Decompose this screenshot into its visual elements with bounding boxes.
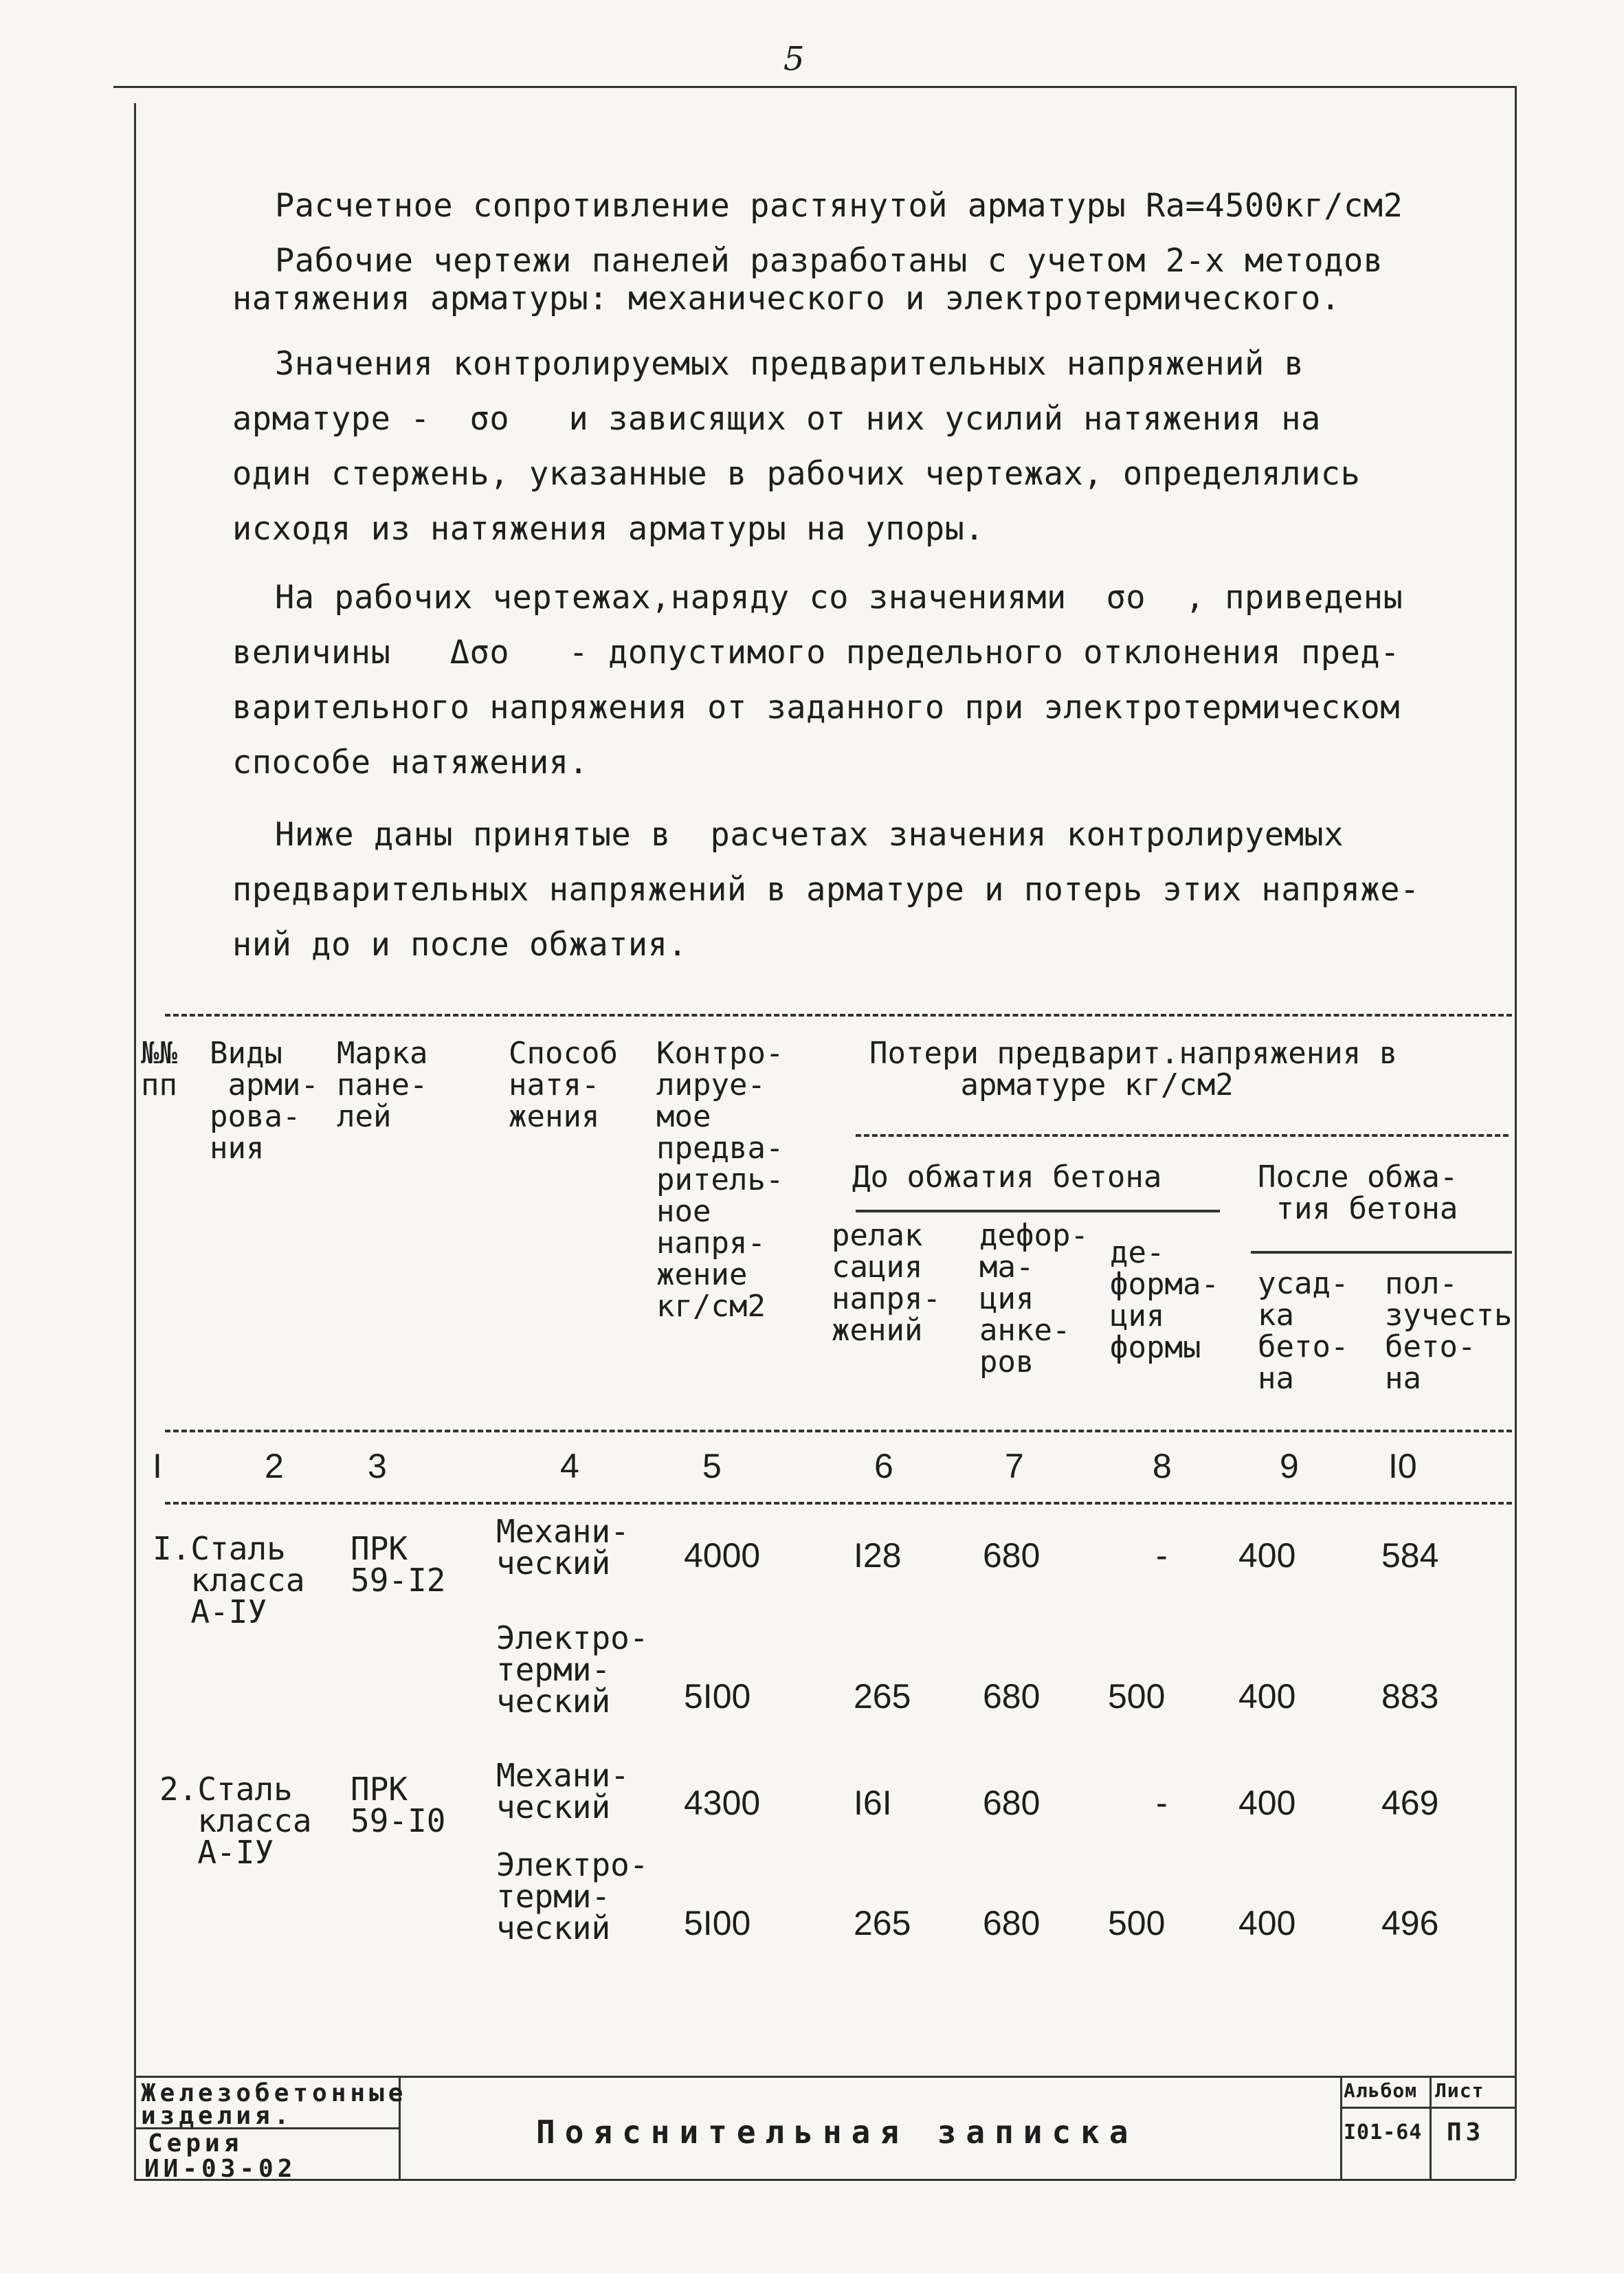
paragraph-line: натяжения арматуры: механического и электротермического. bbox=[232, 280, 1341, 318]
column-number: I0 bbox=[1388, 1447, 1417, 1485]
title-block-divider bbox=[1340, 2076, 1342, 2179]
header-control-stress: Контро- лируе- мое предва- ритель- ное напря- жение кг/см2 bbox=[656, 1036, 784, 1324]
title-block-line1: Железобетонные bbox=[141, 2079, 408, 2107]
paragraph-line: способе натяжения. bbox=[232, 744, 589, 781]
paragraph-line: предварительных напряжений в арматуре и потерь этих напряже- bbox=[232, 871, 1420, 909]
header-form-deformation: де- форма- ция формы bbox=[1110, 1235, 1219, 1365]
row-form-deformation: - bbox=[1156, 1784, 1168, 1822]
row-creep: 584 bbox=[1381, 1536, 1439, 1575]
title-block-line3: Серия bbox=[148, 2129, 243, 2158]
frame-bottom-border bbox=[134, 2179, 1515, 2181]
group-panel-mark: ПРК 59-I2 bbox=[351, 1530, 446, 1599]
album-value: I01-64 bbox=[1344, 2120, 1423, 2144]
title-block-line4: ИИ-03-02 bbox=[144, 2155, 297, 2183]
paragraph-line: исходя из натяжения арматуры на упоры. bbox=[232, 510, 985, 548]
column-number: 6 bbox=[874, 1447, 893, 1485]
header-losses-group: Потери предварит.напряжения в арматуре кг/см2 bbox=[869, 1036, 1398, 1102]
row-control-stress: 4300 bbox=[684, 1784, 761, 1822]
header-relaxation: релак сация напря- жений bbox=[832, 1218, 941, 1348]
paragraph-line: Расчетное сопротивление растянутой арматуры Rа=4500кг/см2 bbox=[275, 187, 1403, 225]
column-number: 4 bbox=[560, 1447, 579, 1485]
row-anchor-deformation: 680 bbox=[983, 1677, 1041, 1716]
column-number: 5 bbox=[702, 1447, 722, 1485]
row-relaxation: I6I bbox=[854, 1784, 892, 1822]
column-numbers-rule bbox=[165, 1502, 1512, 1505]
paragraph-line: варительного напряжения от заданного при электротермическом bbox=[232, 689, 1400, 727]
paragraph-line: арматуре - σо и зависящих от них усилий натяжения на bbox=[232, 400, 1321, 438]
row-form-deformation: - bbox=[1156, 1536, 1168, 1575]
paragraph-line: Значения контролируемых предварительных напряжений в bbox=[275, 345, 1304, 383]
row-anchor-deformation: 680 bbox=[983, 1904, 1041, 1942]
frame-left-border bbox=[134, 103, 136, 2179]
row-control-stress: 5I00 bbox=[684, 1904, 751, 1942]
title-block-line2: изделия. bbox=[141, 2102, 293, 2130]
column-number: 3 bbox=[368, 1447, 387, 1485]
row-creep: 469 bbox=[1381, 1784, 1439, 1822]
row-shrinkage: 400 bbox=[1238, 1904, 1296, 1942]
header-anchor-deformation: дефор- ма- ция анке- ров bbox=[979, 1218, 1089, 1379]
column-number: 2 bbox=[265, 1447, 284, 1485]
row-form-deformation: 500 bbox=[1108, 1677, 1166, 1716]
header-number: №№ пп bbox=[141, 1036, 177, 1102]
after-group-rule bbox=[1251, 1251, 1512, 1254]
row-method: Электро- терми- ческий bbox=[496, 1619, 649, 1720]
paragraph-line: ний до и после обжатия. bbox=[232, 926, 688, 964]
row-control-stress: 4000 bbox=[684, 1536, 761, 1575]
header-reinforcement-kind: Виды арми- рова- ния bbox=[210, 1036, 319, 1166]
title-block-label-rule bbox=[1340, 2107, 1515, 2109]
column-number: I bbox=[153, 1447, 162, 1485]
group-reinforcement-kind: I.Сталь класса А-IУ bbox=[153, 1530, 305, 1630]
row-control-stress: 5I00 bbox=[684, 1677, 751, 1716]
row-shrinkage: 400 bbox=[1238, 1677, 1296, 1716]
group-reinforcement-kind: 2.Сталь класса А-IУ bbox=[159, 1771, 312, 1871]
row-relaxation: 265 bbox=[854, 1677, 911, 1716]
frame-top-border bbox=[113, 86, 1515, 88]
paragraph-line: Ниже даны принятые в расчетах значения контролируемых bbox=[275, 816, 1344, 854]
header-creep: пол- зучесть бето- на bbox=[1385, 1266, 1513, 1396]
column-number: 8 bbox=[1153, 1447, 1172, 1485]
row-method: Электро- терми- ческий bbox=[496, 1846, 649, 1947]
row-relaxation: 265 bbox=[854, 1904, 911, 1942]
title-block-top-rule bbox=[134, 2076, 1515, 2078]
album-label: Альбом bbox=[1344, 2079, 1418, 2102]
title-block-divider bbox=[1430, 2076, 1432, 2179]
before-group-rule bbox=[856, 1210, 1220, 1212]
losses-group-rule bbox=[856, 1134, 1509, 1137]
group-panel-mark: ПРК 59-I0 bbox=[351, 1771, 446, 1839]
table-top-rule bbox=[165, 1014, 1512, 1017]
paragraph-line: один стержень, указанные в рабочих чертежах, определялись bbox=[232, 455, 1361, 493]
page-number: 5 bbox=[783, 40, 805, 78]
row-shrinkage: 400 bbox=[1238, 1536, 1296, 1575]
row-creep: 883 bbox=[1381, 1677, 1439, 1716]
row-creep: 496 bbox=[1381, 1904, 1439, 1942]
header-bottom-rule bbox=[165, 1430, 1512, 1432]
header-before-compression: До обжатия бетона bbox=[852, 1160, 1162, 1195]
document-title: Пояснительная записка bbox=[536, 2114, 1138, 2151]
paragraph-line: На рабочих чертежах,наряду со значениями σо , приведены bbox=[275, 579, 1403, 617]
row-anchor-deformation: 680 bbox=[983, 1784, 1041, 1822]
sheet-label: Лист bbox=[1435, 2079, 1484, 2102]
header-tension-method: Способ натя- жения bbox=[509, 1036, 618, 1134]
header-panel-mark: Марка пане- лей bbox=[337, 1036, 428, 1134]
paragraph-line: Рабочие чертежи панелей разработаны с учетом 2-х методов bbox=[275, 242, 1383, 280]
column-number: 9 bbox=[1280, 1447, 1299, 1485]
header-shrinkage: усад- ка бето- на bbox=[1258, 1266, 1349, 1396]
row-method: Механи- ческий bbox=[496, 1757, 630, 1826]
column-number: 7 bbox=[1005, 1447, 1024, 1485]
paragraph-line: величины Δσо - допустимого предельного отклонения пред- bbox=[232, 634, 1400, 672]
sheet-value: П3 bbox=[1447, 2118, 1485, 2147]
row-shrinkage: 400 bbox=[1238, 1784, 1296, 1822]
row-form-deformation: 500 bbox=[1108, 1904, 1166, 1942]
row-anchor-deformation: 680 bbox=[983, 1536, 1041, 1575]
frame-right-border bbox=[1515, 86, 1517, 2179]
row-method: Механи- ческий bbox=[496, 1513, 630, 1582]
header-after-compression: После обжа- тия бетона bbox=[1258, 1160, 1458, 1226]
row-relaxation: I28 bbox=[854, 1536, 902, 1575]
